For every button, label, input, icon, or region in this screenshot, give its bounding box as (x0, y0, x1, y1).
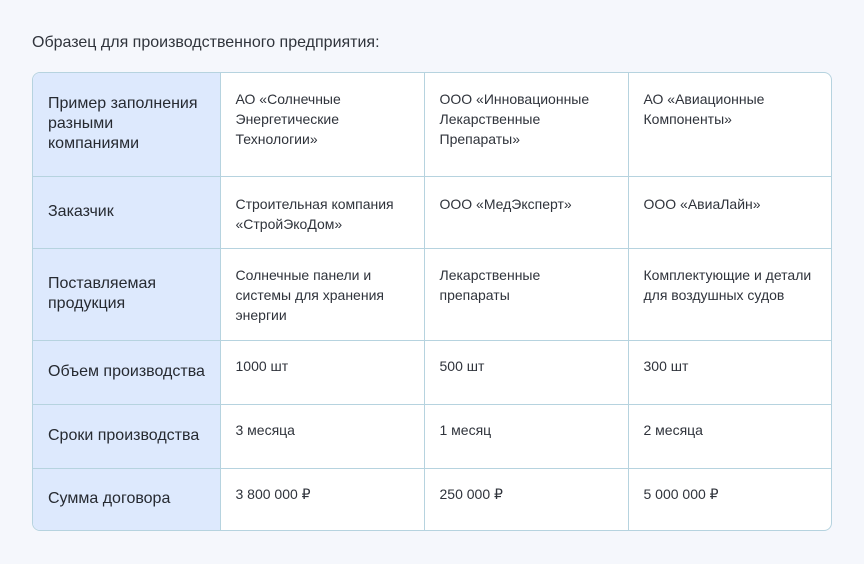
row-header-volume: Объем производства (33, 340, 220, 404)
table-cell: Строительная компания «СтройЭкоДом» (220, 176, 424, 248)
row-header-customer: Заказчик (33, 176, 220, 248)
table-cell: ООО «Инновационные Лекарственные Препараты» (424, 73, 628, 176)
row-header-terms: Сроки производства (33, 404, 220, 468)
table-cell: 3 месяца (220, 404, 424, 468)
table-cell: 5 000 000 ₽ (628, 468, 832, 530)
table-row (33, 176, 832, 248)
table-row (33, 468, 832, 530)
comparison-table (32, 72, 832, 531)
table-cell: ООО «МедЭксперт» (424, 176, 628, 248)
table-row (33, 73, 832, 176)
row-header-product: Поставляемая продукция (33, 248, 220, 340)
table-cell: 2 месяца (628, 404, 832, 468)
table-caption: Образец для производственного предприятия: (32, 34, 380, 51)
table-cell: 1000 шт (220, 340, 424, 404)
table-cell: ООО «АвиаЛайн» (628, 176, 832, 248)
table-cell: 1 месяц (424, 404, 628, 468)
table-row (33, 404, 832, 468)
table-cell: Лекарственные препараты (424, 248, 628, 340)
table-grid (33, 73, 832, 530)
table-cell: 250 000 ₽ (424, 468, 628, 530)
table-row (33, 248, 832, 340)
table-cell: Солнечные панели и системы для хранения энергии (220, 248, 424, 340)
table-cell: 300 шт (628, 340, 832, 404)
table-cell: АО «Авиационные Компоненты» (628, 73, 832, 176)
row-header-example: Пример заполнения разными компаниями (33, 73, 220, 176)
table-cell: Комплектующие и детали для воздушных судов (628, 248, 832, 340)
table-cell: 3 800 000 ₽ (220, 468, 424, 530)
row-header-amount: Сумма договора (33, 468, 220, 530)
table-cell: АО «Солнечные Энергетические Технологии» (220, 73, 424, 176)
table-cell: 500 шт (424, 340, 628, 404)
table-row (33, 340, 832, 404)
